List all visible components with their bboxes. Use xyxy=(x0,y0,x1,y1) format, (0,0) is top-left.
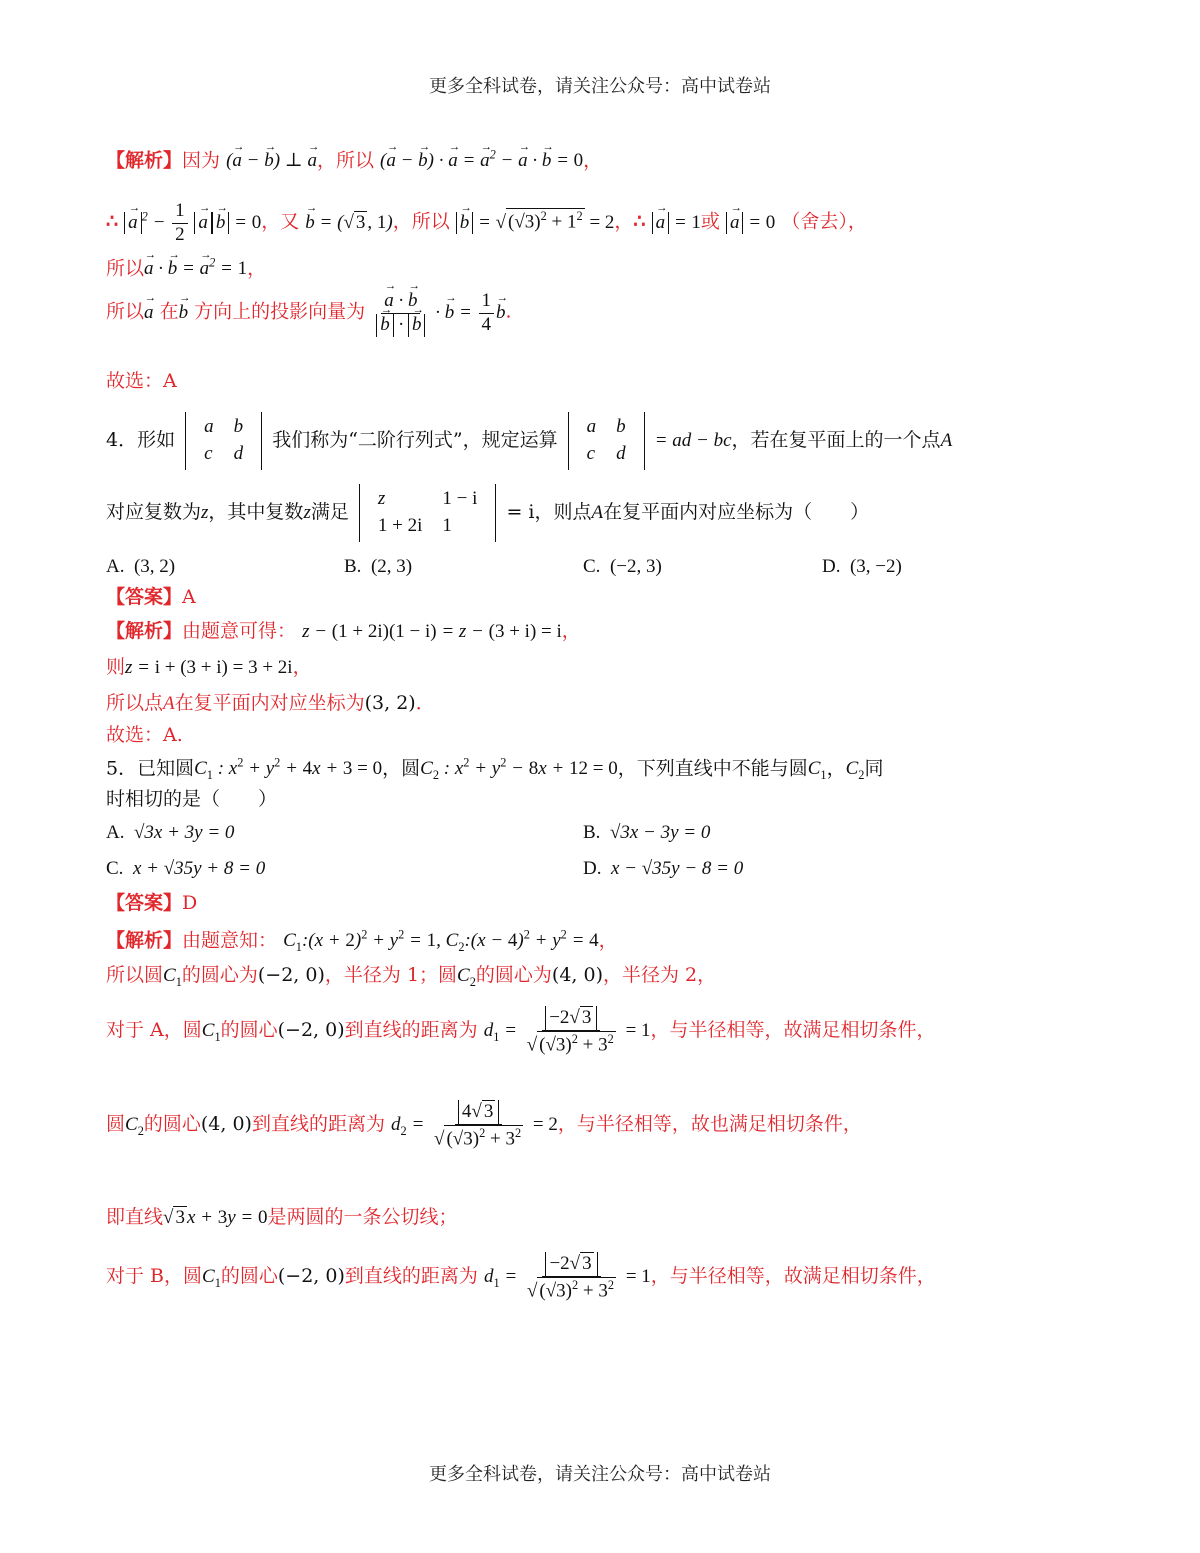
q5-option-a[interactable]: A. √3x + 3y = 0 xyxy=(106,822,235,843)
q3-solution-line-4: 所以→ a 在→ b 方向上的投影向量为 → a · → b → b · → b · → b = $\frac{1}{4}$ → b. xyxy=(106,290,512,337)
q5-answer: 【答案】D xyxy=(106,892,198,914)
q5-stem-line-2: 时相切的是（ ） xyxy=(106,788,278,810)
q4-solution-line-4: 故选：A. xyxy=(106,724,183,746)
q4-option-c[interactable]: C. (−2, 3) xyxy=(583,556,662,577)
page-header: 更多全科试卷，请关注公众号：高中试卷站 xyxy=(429,76,771,97)
q5-solution-line-3: 对于 A，圆$C_1$的圆心(−2, 0)到直线的距离为 $d_1$ = $\frac{-2√ 3}{√ (√3)^2 + 3^2}$ = 1，与半径相等，故满足相切条件， xyxy=(106,1007,936,1056)
q4-solution-line-3: 所以点A在复平面内对应坐标为(3, 2)． xyxy=(106,692,435,714)
q4-option-b[interactable]: B. (2, 3) xyxy=(344,556,413,577)
q5-solution-line-1: 【解析】由题意知： $C_1:(x + 2)^2 + y^2 = 1$, $C_2:(x - 4)^2 + y^2 = 4$， xyxy=(106,928,618,955)
q5-option-b[interactable]: B. √3x − 3y = 0 xyxy=(583,822,711,843)
q5-option-c[interactable]: C. x + √35y + 8 = 0 xyxy=(106,858,266,879)
determinant: a b c d xyxy=(568,412,645,470)
solution-tag: 【解析】 xyxy=(106,149,183,172)
q5-option-d[interactable]: D. x − √35y − 8 = 0 xyxy=(583,858,744,879)
page-footer: 更多全科试卷，请关注公众号：高中试卷站 xyxy=(429,1464,771,1485)
q3-solution-line-3: 所以→ a · → b = → $a^2 = 1$， xyxy=(106,256,266,281)
q5-stem-line-1: 5．已知圆$C_1$ : $x^2 + y^2 + 4x + 3 = 0$，圆$C_2$ : $x^2 + y^2 - 8x + 12 = 0$，下列直线中不能与圆$C_1$，$C_2$同 xyxy=(106,756,884,783)
q3-answer-line: 故选：A xyxy=(106,370,177,392)
q4-stem-line-1: 4．形如 a b c d 我们称为“二阶行列式”，规定运算 a b c d = ad − bc，若在复平面上的一个点A xyxy=(106,412,952,470)
q3-solution-line-1: 【解析】因为 (→ a − → b) ⊥ → a，所以 (→ a − → b) · → a = → $a^2$ − → a · → b = 0， xyxy=(106,148,602,173)
q5-solution-line-4: 圆$C_2$的圆心(4, 0)到直线的距离为 $d_2$ = $\frac{4√ 3}{√ (√3)^2 + 3^2}$ = 2，与半径相等，故也满足相切条件， xyxy=(106,1101,862,1150)
q4-option-a[interactable]: A. (3, 2) xyxy=(106,556,176,577)
q5-solution-line-6: 对于 B，圆$C_1$的圆心(−2, 0)到直线的距离为 $d_1$ = $\frac{-2√ 3}{√ (√3)^2 + 3^2}$ = 1，与半径相等，故满足相切条件， xyxy=(106,1253,936,1302)
q3-solution-line-2: ∴ → a $^2$ − $\frac{1}{2}$ → a→ b = 0，又 → b = (√ 3 , 1)，所以 → b = √ $(√3)^2 + 1^2 = 2$，∴ → a = 1或 → a = 0 （舍去）， xyxy=(106,200,867,247)
q4-solution-line-2: 则z = i + (3 + i) = 3 + 2i， xyxy=(106,656,312,678)
q5-solution-line-2: 所以圆$C_1$的圆心为(−2, 0)，半径为 1；圆$C_2$的圆心为(4, 0)，半径为 2， xyxy=(106,964,717,989)
q5-solution-line-5: 即直线√ 3 x + 3y = 0是两圆的一条公切线； xyxy=(106,1206,458,1228)
q4-answer: 【答案】A xyxy=(106,586,196,608)
q4-stem-line-2: 对应复数为z，其中复数z满足 z 1 − i 1 + 2i 1 = i，则点A在复平面内对应坐标为（ ） xyxy=(106,484,869,542)
determinant: a b c d xyxy=(185,412,262,470)
q4-option-d[interactable]: D. (3, −2) xyxy=(822,556,902,577)
q4-solution-line-1: 【解析】由题意可得： z − (1 + 2i)(1 − i) = z − (3 + i) = i， xyxy=(106,620,581,642)
determinant: z 1 − i 1 + 2i 1 xyxy=(359,484,497,542)
